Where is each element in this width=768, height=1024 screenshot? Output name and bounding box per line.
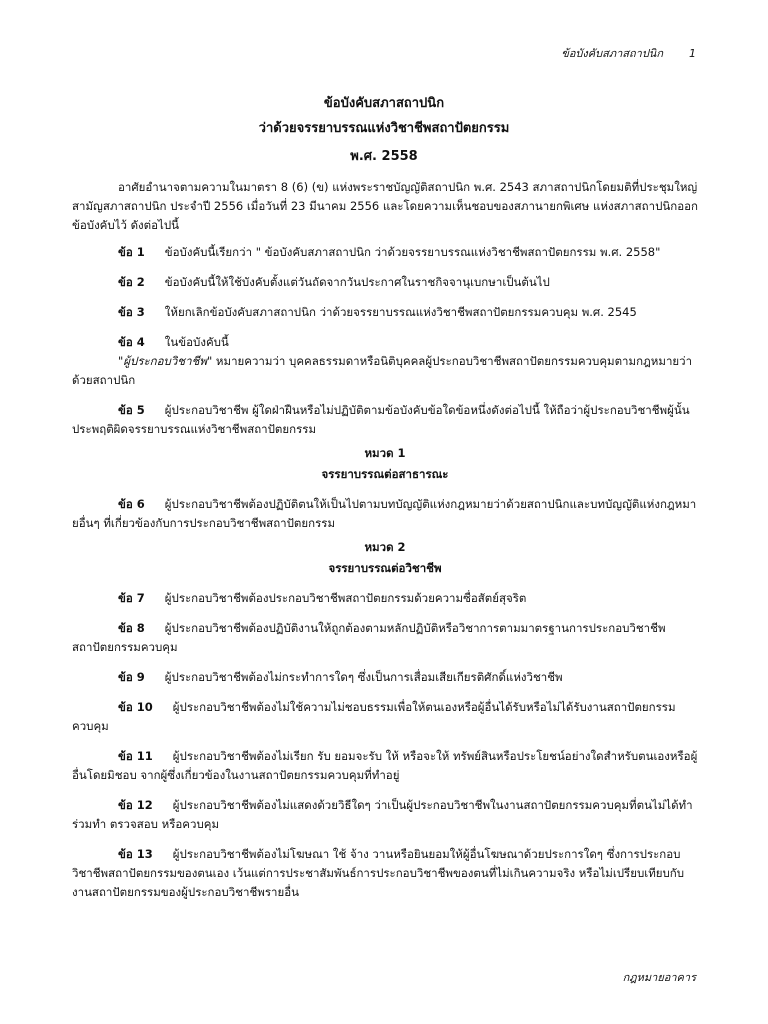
definition-text: หมายความว่า บุคคลธรรมดาหรือนิติบุคคลผู้ประกอบวิชาชีพสถาปัตยกรรมควบคุมตามกฎหมายว่าด้วยสถาปนิก [72,354,693,387]
clause-text: ผู้ประกอบวิชาชีพต้องปฏิบัติงานให้ถูกต้องตามหลักปฏิบัติหรือวิชาการตามมาตรฐานการประกอบวิชาชีพสถาปัตยกรรมควบคุม [72,621,666,654]
clause-13 [72,845,698,902]
document-year: พ.ศ. 2558 [350,149,418,164]
clause-text: ข้อบังคับนี้เรียกว่า " ข้อบังคับสภาสถาปนิก ว่าด้วยจรรยาบรรณแห่งวิชาชีพสถาปัตยกรรม พ.ศ. 2558" [164,245,661,259]
clause-11 [72,747,698,785]
clause-number: ข้อ 5 [118,403,145,417]
document-subtitle: ว่าด้วยจรรยาบรรณแห่งวิชาชีพสถาปัตยกรรม [258,121,510,136]
clause-number: ข้อ 1 [118,245,145,259]
clause-number: ข้อ 4 [118,335,145,349]
clause-4 [72,333,698,352]
clause-number: ข้อ 13 [118,847,153,861]
clause-7 [72,589,698,608]
clause-text: ผู้ประกอบวิชาชีพต้องประกอบวิชาชีพสถาปัตยกรรมด้วยความซื่อสัตย์สุจริต [164,591,527,605]
clause-9 [72,668,698,687]
chapter-2-subheading: จรรยาบรรณต่อวิชาชีพ [328,561,442,575]
clause-3 [72,303,698,322]
running-title: ข้อบังคับสภาสถาปนิก [561,47,663,60]
document-body [72,178,698,902]
clause-number: ข้อ 11 [118,749,153,763]
clause-text: ผู้ประกอบวิชาชีพ ผู้ใดฝ่าฝืนหรือไม่ปฏิบัติตามข้อบังคับข้อใดข้อหนึ่งดังต่อไปนี้ ให้ถือว่าผู้ประกอบวิชาชีพผู้นั้นประพฤติผิดจรรยาบรรณแห่งวิชาชีพสถาปัตยกรรม [72,403,690,436]
clause-2 [72,273,698,292]
clause-text: ให้ยกเลิกข้อบังคับสภาสถาปนิก ว่าด้วยจรรยาบรรณแห่งวิชาชีพสถาปัตยกรรมควบคุม พ.ศ. 2545 [164,305,637,319]
clause-12 [72,796,698,834]
clause-text: ผู้ประกอบวิชาชีพต้องปฏิบัติตนให้เป็นไปตามบทบัญญัติแห่งกฎหมายว่าด้วยสถาปนิกและบทบัญญัติแห่งกฎหมายอื่นๆ ที่เกี่ยวข้องกับการประกอบวิชาชีพสถาปัตยกรรม [72,497,697,530]
clause-number: ข้อ 6 [118,497,145,511]
clause-number: ข้อ 8 [118,621,145,635]
clause-text: ในข้อบังคับนี้ [164,335,229,349]
clause-6 [72,495,698,533]
running-footer: กฎหมายอาคาร [622,971,696,984]
clause-5 [72,401,698,439]
clause-text: ผู้ประกอบวิชาชีพต้องไม่ใช้ความไม่ชอบธรรมเพื่อให้ตนเองหรือผู้อื่นได้รับหรือไม่ได้รับงานสถาปัตยกรรมควบคุม [72,700,676,733]
page-number: 1 [689,47,696,60]
definition-term: "ผู้ประกอบวิชาชีพ" [118,354,213,368]
clause-number: ข้อ 10 [118,700,153,714]
clause-number: ข้อ 7 [118,591,145,605]
chapter-1-heading: หมวด 1 [364,446,406,460]
clause-number: ข้อ 12 [118,798,153,812]
clause-text: ผู้ประกอบวิชาชีพต้องไม่เรียก รับ ยอมจะรับ ให้ หรือจะให้ ทรัพย์สินหรือประโยชน์อย่างใดสำหรับตนเองหรือผู้อื่นโดยมิชอบ จากผู้ซึ่งเกี่ยวข้องในงานสถาปัตยกรรมควบคุมที่ทำอยู่ [72,749,698,782]
preamble: อาศัยอำนาจตามความในมาตรา 8 (6) (ข) แห่งพระราชบัญญัติสถาปนิก พ.ศ. 2543 สภาสถาปนิกโดยมติที่ประชุมใหญ่สามัญสภาสถาปนิก ประจำปี 2556 เมื่อวันที่ 23 มีนาคม 2556 และโดยความเห็นชอบของสภานายกพิเศษ แห่งสภาสถาปนิกออกข้อบังคับไว้ ดังต่อไปนี้ [72,180,698,232]
chapter-1-subheading: จรรยาบรรณต่อสาธารณะ [321,467,449,481]
clause-8 [72,619,698,657]
clause-text: ผู้ประกอบวิชาชีพต้องไม่กระทำการใดๆ ซึ่งเป็นการเสื่อมเสียเกียรติศักดิ์แห่งวิชาชีพ [164,670,563,684]
clause-number: ข้อ 9 [118,670,145,684]
clause-number: ข้อ 2 [118,275,145,289]
chapter-2-heading: หมวด 2 [364,540,406,554]
document-title: ข้อบังคับสภาสถาปนิก [323,96,445,111]
running-header [561,44,696,63]
clause-text: ผู้ประกอบวิชาชีพต้องไม่แสดงด้วยวิธีใดๆ ว่าเป็นผู้ประกอบวิชาชีพในงานสถาปัตยกรรมควบคุมที่ตนไม่ได้ทำ ร่วมทำ ตรวจสอบ หรือควบคุม [72,798,693,831]
clause-text: ข้อบังคับนี้ให้ใช้บังคับตั้งแต่วันถัดจากวันประกาศในราชกิจจานุเบกษาเป็นต้นไป [164,275,550,289]
clause-1 [72,243,698,262]
clause-number: ข้อ 3 [118,305,145,319]
definition [72,352,698,390]
clause-10 [72,698,698,736]
clause-text: ผู้ประกอบวิชาชีพต้องไม่โฆษณา ใช้ จ้าง วานหรือยินยอมให้ผู้อื่นโฆษณาด้วยประการใดๆ ซึ่งการประกอบวิชาชีพสถาปัตยกรรมของตนเอง เว้นแต่การประชาสัมพันธ์การประกอบวิชาชีพของตนที่ไม่เกินความจริง หรือไม่เปรียบเทียบกับงานสถาปัตยกรรมของผู้ประกอบวิชาชีพรายอื่น [72,847,685,899]
